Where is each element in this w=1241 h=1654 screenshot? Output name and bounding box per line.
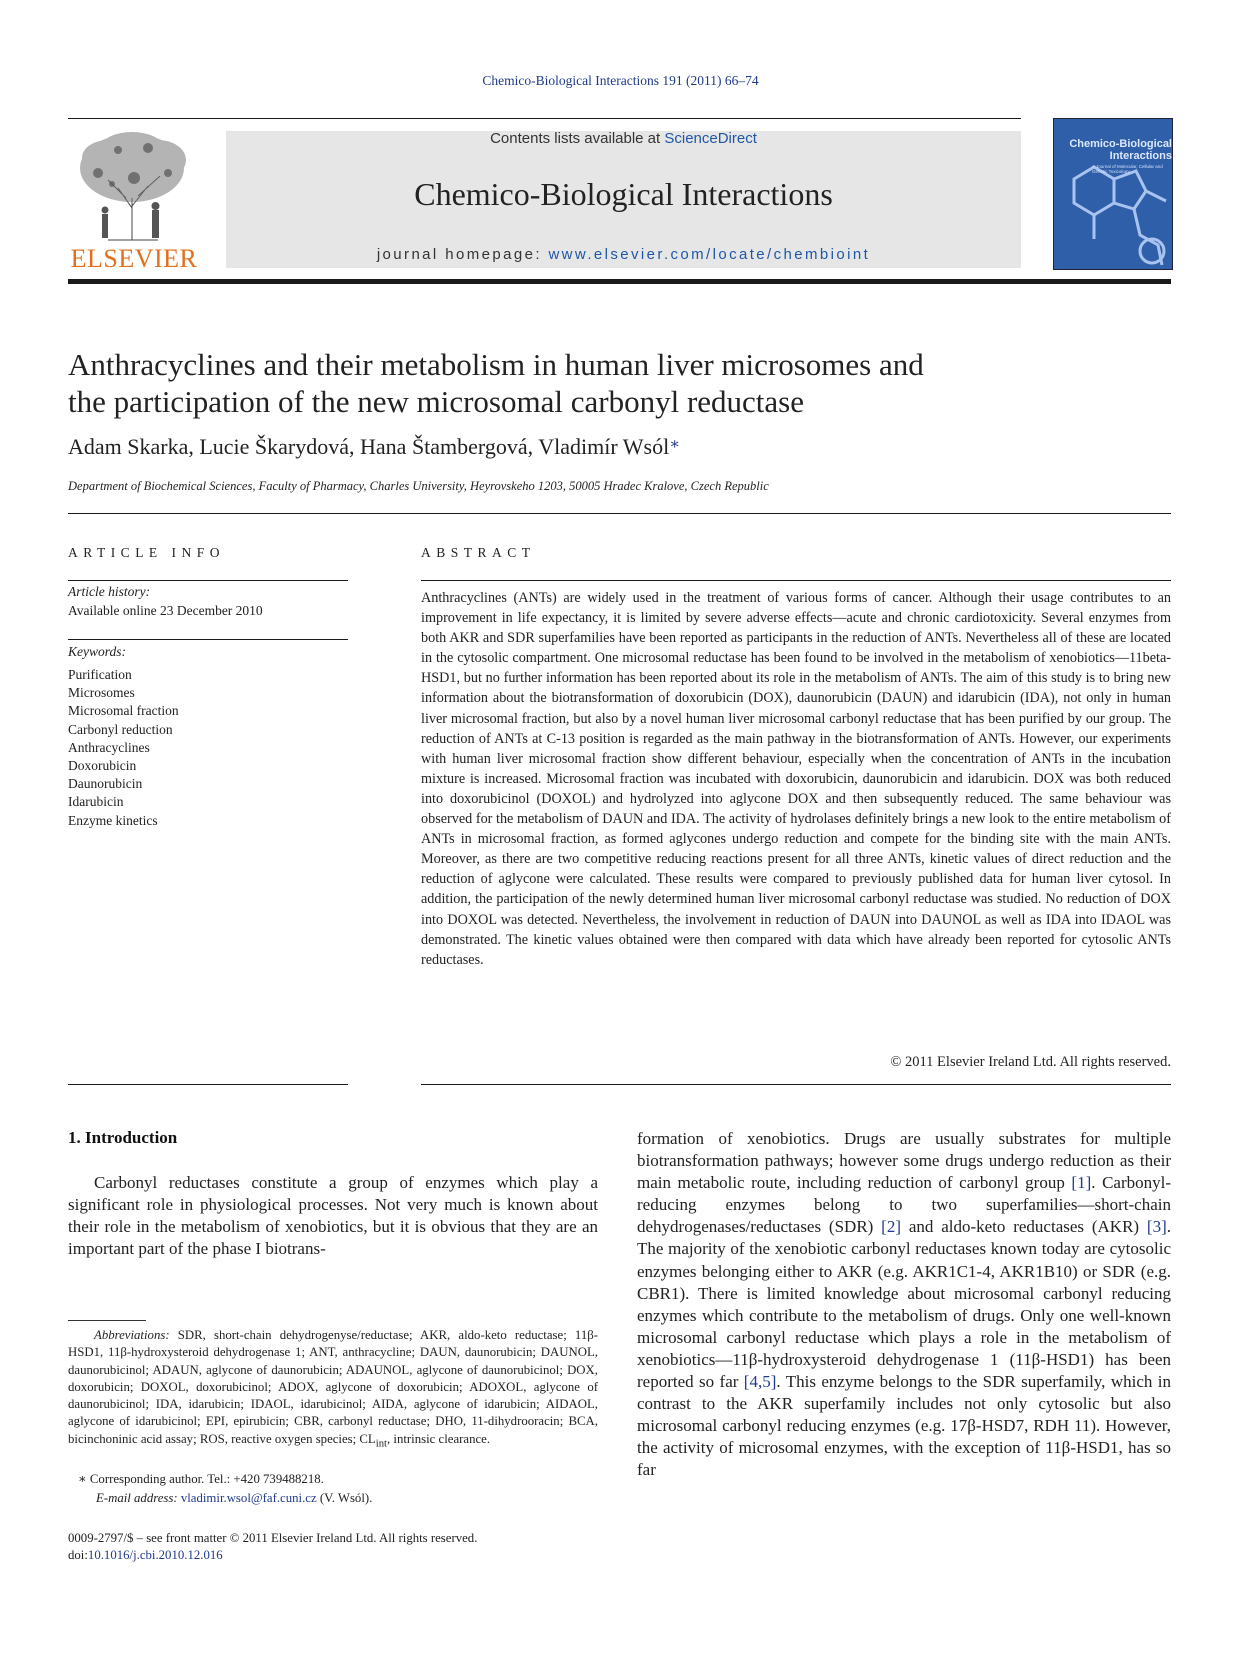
email-note <box>96 1491 372 1506</box>
article-info-rule <box>68 580 348 581</box>
abbreviations-label: Abbreviations: <box>94 1328 170 1342</box>
journal-title: Chemico-Biological Interactions <box>414 176 833 212</box>
reference-link[interactable]: [3] <box>1146 1217 1167 1237</box>
authors-text: Adam Skarka, Lucie Škarydová, Hana Štambergová, Vladimír Wsól <box>68 434 670 459</box>
reference-link[interactable]: [1] <box>1071 1173 1092 1193</box>
email-link[interactable]: vladimir.wsol@faf.cuni.cz <box>180 1491 317 1505</box>
email-label: E-mail address: <box>96 1491 181 1505</box>
elsevier-wordmark: ELSEVIER <box>70 244 198 273</box>
keyword-item: Doxorubicin <box>68 757 137 773</box>
keyword-item: Daunorubicin <box>68 776 143 792</box>
keyword-item: Purification <box>68 667 132 682</box>
paper-title <box>68 346 1068 420</box>
abstract-copyright: © 2011 Elsevier Ireland Ltd. All rights reserved. <box>890 1054 1171 1070</box>
intro-text-3: and aldo-keto reductases (AKR) <box>900 1217 1147 1237</box>
keyword-item: Enzyme kinetics <box>68 812 158 828</box>
keyword-item: Anthracyclines <box>68 739 150 755</box>
reference-link[interactable]: [2] <box>881 1217 901 1237</box>
paper-title-line-2: the participation of the new microsomal carbonyl reductase <box>68 384 804 419</box>
corresponding-author-note: ∗ Corresponding author. Tel.: +420 739488218. <box>78 1472 324 1486</box>
cover-title: Chemico-Biological Interactions <box>1069 138 1172 162</box>
history-label: Article history: <box>68 584 151 599</box>
article-history-label <box>68 583 150 601</box>
journal-citation[interactable]: Chemico-Biological Interactions 191 (2011) 66–74 <box>482 73 759 88</box>
abstract-rule <box>421 580 1171 581</box>
masthead-top-rule <box>68 118 1021 119</box>
paper-title-line-1: Anthracyclines and their metabolism in human liver microsomes and <box>68 347 924 382</box>
masthead-bottom-rule <box>68 279 1171 284</box>
keyword-item: Microsomes <box>68 685 135 701</box>
article-info-bottom-rule <box>68 1084 348 1085</box>
corresponding-author-mark[interactable]: ∗ <box>669 436 681 453</box>
intro-paragraph-right <box>637 1128 1171 1482</box>
abstract-text: Anthracyclines (ANTs) are widely used in the treatment of various forms of cancer. Although their usage contributes to an improvement in life expectancy, it is limited by severe adverse effects—acute and chronic cardiotoxicity. Several enzymes from both AKR and SDR superfamilies have been reported as participants in the reduction of ANTs. Nevertheless all of these are located in the cytosolic compartment. One microsomal reductase has been found to be involved in the metabolism of xenobiotics—11beta-HSD1, but no further information has been reported about its role in the metabolism of ANTs. The aim of this study is to bring new information about the biotransformation of doxorubicin (DOX), daunorubicin (DAUN) and idarubicin (IDA), not only in human liver microsomal fraction, but also by a novel human liver microsomal carbonyl reductase that has been purified by our group. The reduction of ANTs at C-13 position is regarded as the main pathway in the biotransformation of ANTs. However, our experiments with human liver microsomal fraction show different behaviour, especially when the concentration of ANTs in the incubation mixture is increased. Microsomal fraction was incubated with doxorubicin, daunorubicin and idarubicin. DOX was both reduced into doxorubicinol (DOXOL) and hydrolyzed into aglycone DOX and then subsequently reduced. The same behaviour was observed for the metabolism of DAUN and IDA. The activity of hydrolases definitely brings a new look to the entire metabolism of ANTs in microsomal fraction, as formed aglycones undergo reduction and compete for the binding site with the main ANTs. Moreover, as there are two competitive reducing reactions present for all three ANTs, kinetic values of direct reduction and the reduction of aglycone were calculated. These results were compared to previously published data for human liver cytosol. In addition, the participation of the newly determined human liver microsomal carbonyl reductase was studied. No reduction of DOX into DOXOL was detected. Nevertheless, the involvement in reduction of DAUN into DAUNOL as well as IDA into IDAOL was demonstrated. The kinetic values obtained were then compared with data which have already been reported for cytosolic ANTs reductases. <box>421 590 1171 968</box>
introduction-heading: 1. Introduction <box>68 1128 178 1147</box>
keywords-rule <box>68 639 348 640</box>
email-suffix: (V. Wsól). <box>316 1491 373 1505</box>
doi-prefix: doi: <box>68 1548 88 1562</box>
cover-subtitle: A Journal of Molecular, Cellular and Genetic Toxicology <box>1092 164 1163 174</box>
keyword-item: Microsomal fraction <box>68 703 179 719</box>
keywords-label <box>68 643 126 661</box>
doi-link[interactable]: 10.1016/j.cbi.2010.12.016 <box>87 1548 223 1562</box>
contents-line <box>226 130 1021 147</box>
abbreviations-text: SDR, short-chain dehydrogenyse/reductase; AKR, aldo-keto reductase; 11β-HSD1, 11β-hydroxysteroid dehydrogenase 1; ANT, anthracycline; DAUN, daunorubicin; DAUNOL, daunorubicinol; ADAUN, aglycone of daunorubicin; ADAUNOL, aglycone of daunorubicinol; DOX, doxorubicin; DOXOL, doxorubicinol; ADOX, aglycone of doxorubicin; ADOXOL, aglycone of daunorubicinol; IDA, idarubicin; IDAOL, idarubicinol; AIDA, aglycone of idarubicin; AIDAOL, aglycone of idarubicinol; EPI, epirubicin; CBR, carbonyl reductase; DHO, 11-dihydrooracin; BCA, bicinchoninic acid assay; ROS, reactive oxygen species; CL <box>68 1328 598 1446</box>
affiliation: Department of Biochemical Sciences, Faculty of Pharmacy, Charles University, Heyrovskeho 1203, 50005 Hradec Kralove, Czech Republic <box>68 479 769 493</box>
homepage-url[interactable]: www.elsevier.com/locate/chembioint <box>548 246 871 263</box>
intro-text-4: . The majority of the xenobiotic carbonyl reductases known today are cytosolic enzymes belonging either to AKR (e.g. AKR1C1-4, AKR1B10) or SDR (e.g. CBR1). There is limited knowledge about microsomal carbonyl reducing enzymes which contribute to the metabolism of drugs. Only one well-known microsomal carbonyl reductase which plays a role in the metabolism of xenobiotics—11β-hydroxysteroid dehydrogenase 1 (11β-HSD1) has been reported so far <box>637 1217 1171 1392</box>
keyword-list <box>68 666 348 830</box>
contents-prefix: Contents lists available at <box>490 130 665 147</box>
doi-line <box>68 1547 477 1564</box>
reference-link[interactable]: [4,5] <box>743 1372 777 1392</box>
abstract-bottom-rule <box>421 1084 1171 1085</box>
footnote-rule <box>68 1320 146 1321</box>
elsevier-tree-logo-icon[interactable] <box>68 128 200 243</box>
homepage-prefix: journal homepage: <box>376 246 549 263</box>
title-bottom-rule <box>68 513 1171 514</box>
journal-homepage <box>226 246 1021 263</box>
front-matter <box>68 1530 477 1564</box>
front-matter-line: 0009-2797/$ – see front matter © 2011 Elsevier Ireland Ltd. All rights reserved. <box>68 1531 478 1545</box>
intro-paragraph-left: Carbonyl reductases constitute a group of enzymes which play a significant role in physiological processes. Not very much is known about their role in the metabolism of xenobiotics, but it is obvious that they are an important part of the phase I biotrans- <box>68 1173 598 1259</box>
abstract-heading: ABSTRACT <box>421 545 536 560</box>
intro-text-1: formation of xenobiotics. Drugs are usually substrates for multiple biotransformation pathways; however some drugs undergo reduction as their main metabolic route, including reduction of carbonyl group <box>637 1129 1171 1193</box>
article-history-value: Available online 23 December 2010 <box>68 603 263 618</box>
keywords-label-text: Keywords: <box>68 644 126 659</box>
keyword-item: Idarubicin <box>68 794 124 810</box>
abbreviations-footnote <box>68 1327 598 1453</box>
intro-text-5: . This enzyme belongs to the SDR superfamily, which in contrast to the AKR superfamily includes not only cytosolic but also microsomal carbonyl reducing enzymes (e.g. 17β-HSD7, RDH 11). However, the activity of microsomal enzymes, with the exception of 11β-HSD1, has so far <box>637 1372 1171 1480</box>
abbreviations-subscript: int <box>375 1438 388 1450</box>
article-info-heading: ARTICLE INFO <box>68 545 226 560</box>
keyword-item: Carbonyl reduction <box>68 721 173 737</box>
intro-text-2: . Carbonyl-reducing enzymes belong to two superfamilies—short-chain dehydrogenases/reductases (SDR) <box>637 1173 1171 1237</box>
author-list <box>68 434 680 460</box>
sciencedirect-link[interactable]: ScienceDirect <box>664 130 757 147</box>
abbreviations-end: , intrinsic clearance. <box>387 1431 491 1446</box>
